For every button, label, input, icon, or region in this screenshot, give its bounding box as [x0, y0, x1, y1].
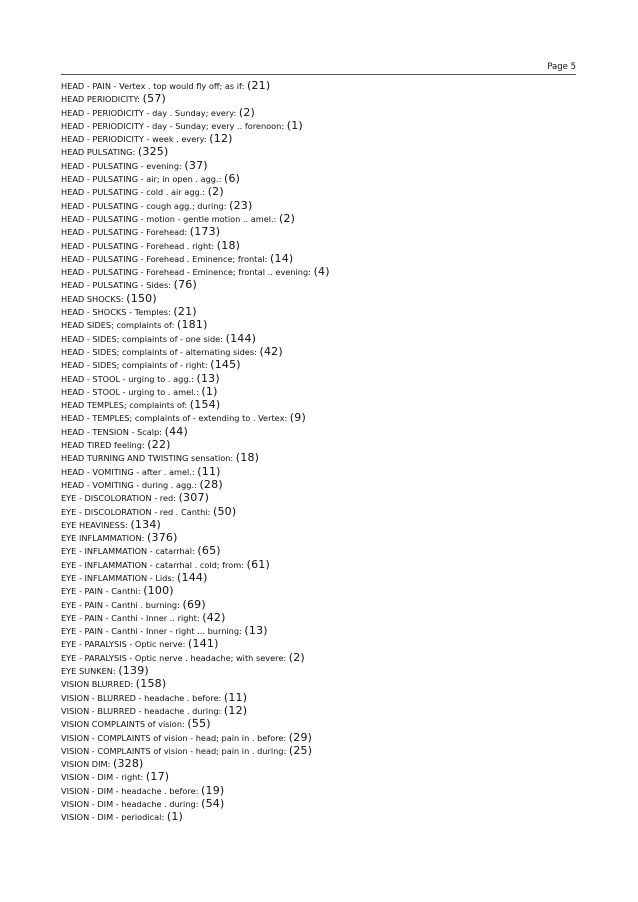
remedy-count: (181) [176, 318, 208, 332]
remedy-count: (42) [202, 610, 226, 624]
remedy-count: (22) [147, 438, 171, 452]
rubric-text: EYE - DISCOLORATION - red: [61, 493, 176, 504]
rubric-entry [61, 185, 591, 198]
remedy-count: (17) [145, 770, 170, 784]
rubric-text: HEAD - SIDES; complaints of - right: [61, 360, 208, 371]
remedy-count: (4) [313, 265, 330, 279]
remedy-count: (29) [288, 730, 313, 744]
rubric-entry [61, 797, 591, 810]
rubric-entry [61, 505, 591, 518]
rubric-text: VISION - BLURRED - headache . during: [61, 705, 222, 716]
rubric-entry [61, 624, 591, 637]
rubric-text: VISION - DIM - headache . before: [61, 785, 199, 796]
rubric-text: HEAD - PULSATING - Forehead . right: [61, 240, 215, 251]
rubric-text: EYE HEAVINESS: [61, 519, 128, 530]
remedy-count: (37) [184, 158, 208, 172]
remedy-count: (1) [201, 384, 218, 398]
rubric-text: VISION - COMPLAINTS of vision - head; pain in . before: [61, 732, 287, 743]
rubric-entry [61, 332, 591, 345]
rubric-entry [61, 372, 591, 385]
remedy-count: (173) [189, 225, 221, 239]
rubric-entry [61, 159, 591, 172]
rubric-entry [61, 664, 591, 677]
rubric-entry [61, 239, 591, 252]
rubric-text: HEAD - TENSION - Scalp: [61, 426, 162, 437]
remedy-count: (139) [118, 664, 149, 678]
rubric-entry [61, 318, 591, 331]
rubric-entry [61, 677, 591, 690]
remedy-count: (50) [212, 504, 237, 518]
remedy-count: (325) [137, 145, 169, 159]
page-header [61, 62, 576, 75]
rubric-entry [61, 651, 591, 664]
remedy-count: (12) [209, 132, 233, 146]
rubric-entry [61, 704, 591, 717]
remedy-count: (144) [225, 331, 257, 345]
rubric-text: HEAD - PULSATING - cough agg.; during: [61, 200, 227, 211]
rubric-entry [61, 132, 591, 145]
rubric-list [61, 79, 591, 824]
rubric-text: HEAD - PULSATING - Forehead - Eminence; frontal .. evening: [61, 267, 311, 278]
remedy-count: (42) [259, 344, 283, 358]
remedy-count: (6) [223, 172, 241, 186]
rubric-entry [61, 358, 591, 371]
rubric-entry [61, 810, 591, 823]
remedy-count: (21) [246, 79, 271, 92]
remedy-count: (376) [147, 531, 178, 545]
remedy-count: (307) [178, 491, 210, 505]
rubric-text: VISION - DIM - right: [61, 772, 144, 783]
rubric-text: VISION - BLURRED - headache . before: [61, 692, 222, 703]
rubric-entry [61, 744, 591, 757]
rubric-text: HEAD SIDES; complaints of: [61, 320, 175, 331]
remedy-count: (11) [197, 464, 221, 478]
remedy-count: (134) [130, 517, 162, 531]
rubric-entry [61, 770, 591, 783]
rubric-entry [61, 398, 591, 411]
rubric-text: VISION - COMPLAINTS of vision - head; pain in . during: [61, 745, 287, 756]
rubric-text: VISION - DIM - periodical: [61, 812, 165, 823]
remedy-count: (18) [235, 451, 260, 465]
remedy-count: (18) [216, 238, 241, 252]
rubric-text: EYE INFLAMMATION: [61, 533, 145, 544]
rubric-text: HEAD SHOCKS: [61, 293, 124, 304]
rubric-text: HEAD - PULSATING - motion - gentle motion .. amel.: [61, 213, 277, 224]
remedy-count: (54) [201, 797, 225, 811]
remedy-count: (12) [223, 703, 248, 717]
remedy-count: (2) [207, 185, 224, 199]
remedy-count: (158) [135, 677, 167, 691]
rubric-entry [61, 145, 591, 158]
rubric-entry [61, 691, 591, 704]
remedy-count: (1) [286, 118, 303, 132]
rubric-entry [61, 119, 591, 132]
remedy-count: (57) [142, 92, 167, 106]
rubric-text: EYE - PARALYSIS - Optic nerve . headache; with severe: [61, 652, 287, 663]
rubric-entry [61, 265, 591, 278]
rubric-text: HEAD - TEMPLES; complaints of - extending to . Vertex: [61, 413, 288, 424]
remedy-count: (141) [188, 637, 219, 651]
rubric-text: HEAD - PULSATING - Sides: [61, 280, 171, 291]
rubric-text: HEAD PULSATING: [61, 147, 136, 158]
rubric-text: EYE - PARALYSIS - Optic nerve: [61, 639, 186, 650]
rubric-entry [61, 544, 591, 557]
rubric-entry [61, 784, 591, 797]
rubric-text: HEAD TIRED feeling: [61, 440, 145, 451]
remedy-count: (21) [173, 305, 197, 319]
remedy-count: (145) [210, 358, 241, 372]
remedy-count: (28) [199, 477, 223, 491]
rubric-entry [61, 571, 591, 584]
remedy-count: (69) [182, 597, 206, 611]
rubric-entry [61, 491, 591, 504]
rubric-text: EYE - PAIN - Canthi: [61, 586, 141, 597]
remedy-count: (144) [177, 570, 208, 584]
rubric-text: EYE - PAIN - Canthi - Inner - right ... burning: [61, 626, 242, 637]
rubric-text: EYE - PAIN - Canthi . burning: [61, 599, 180, 610]
rubric-text: EYE - INFLAMMATION - catarrhal . cold; from: [61, 559, 244, 570]
remedy-count: (25) [288, 743, 313, 757]
rubric-entry [61, 731, 591, 744]
rubric-text: HEAD - SIDES; complaints of - alternating sides: [61, 346, 257, 357]
rubric-entry [61, 611, 591, 624]
remedy-count: (13) [244, 624, 268, 638]
rubric-entry [61, 598, 591, 611]
rubric-text: VISION BLURRED: [61, 679, 134, 690]
rubric-text: HEAD TEMPLES; complaints of: [61, 400, 188, 411]
rubric-entry [61, 225, 591, 238]
remedy-count: (9) [289, 411, 306, 425]
rubric-entry [61, 92, 591, 105]
rubric-text: EYE - INFLAMMATION - catarrhal: [61, 546, 195, 557]
rubric-text: HEAD TURNING AND TWISTING sensation: [61, 453, 234, 464]
rubric-text: VISION DIM: [61, 759, 111, 770]
rubric-text: VISION - DIM - headache . during: [61, 799, 199, 810]
rubric-text: EYE - INFLAMMATION - Lids: [61, 572, 175, 583]
rubric-text: VISION COMPLAINTS of vision: [61, 719, 185, 730]
rubric-entry [61, 531, 591, 544]
remedy-count: (150) [126, 291, 157, 305]
rubric-entry [61, 106, 591, 119]
rubric-text: HEAD - PERIODICITY - week . every: [61, 134, 207, 145]
rubric-text: HEAD - PULSATING - air; in open . agg.: [61, 174, 222, 185]
remedy-count: (1) [166, 810, 184, 824]
rubric-entry [61, 637, 591, 650]
remedy-count: (65) [197, 544, 221, 558]
rubric-text: HEAD - PULSATING - cold . air agg.: [61, 187, 206, 198]
rubric-text: HEAD - PAIN - Vertex . top would fly off; as if: [61, 81, 245, 91]
remedy-count: (14) [270, 251, 294, 265]
rubric-entry [61, 172, 591, 185]
rubric-text: EYE SUNKEN: [61, 666, 116, 677]
rubric-text: HEAD - STOOL - urging to . amel.: [61, 386, 199, 397]
remedy-count: (154) [189, 398, 221, 412]
rubric-text: EYE - DISCOLORATION - red . Canthi: [61, 506, 211, 517]
rubric-text: HEAD - SHOCKS - Temples: [61, 307, 171, 318]
rubric-entry [61, 518, 591, 531]
remedy-count: (2) [238, 105, 256, 119]
rubric-entry [61, 385, 591, 398]
rubric-entry [61, 558, 591, 571]
rubric-entry [61, 757, 591, 770]
remedy-count: (19) [201, 783, 225, 797]
rubric-entry [61, 584, 591, 597]
rubric-text: EYE - PAIN - Canthi - Inner .. right: [61, 612, 200, 623]
rubric-text: HEAD - PERIODICITY - day - Sunday; every .. forenoon: [61, 120, 285, 131]
rubric-text: HEAD - PERIODICITY - day . Sunday; every: [61, 107, 237, 118]
rubric-entry [61, 252, 591, 265]
rubric-text: HEAD - PULSATING - Forehead . Eminence; frontal: [61, 253, 268, 264]
rubric-text: HEAD - STOOL - urging to . agg.: [61, 373, 194, 384]
remedy-count: (23) [229, 198, 253, 212]
rubric-entry [61, 451, 591, 464]
rubric-entry [61, 305, 591, 318]
rubric-text: HEAD - PULSATING - Forehead: [61, 227, 188, 238]
rubric-entry [61, 411, 591, 424]
rubric-entry [61, 79, 591, 92]
remedy-count: (55) [187, 717, 211, 731]
remedy-count: (2) [288, 650, 305, 664]
rubric-text: HEAD - SIDES; complaints of - one side: [61, 333, 223, 344]
rubric-entry [61, 425, 591, 438]
remedy-count: (44) [164, 424, 188, 438]
rubric-text: HEAD - PULSATING - evening: [61, 160, 182, 171]
remedy-count: (76) [173, 278, 197, 292]
remedy-count: (61) [246, 557, 270, 571]
rubric-text: HEAD - VOMITING - during . agg.: [61, 479, 197, 490]
rubric-entry [61, 345, 591, 358]
rubric-entry [61, 717, 591, 730]
remedy-count: (328) [112, 757, 144, 771]
remedy-count: (100) [143, 584, 174, 598]
rubric-entry [61, 199, 591, 212]
rubric-text: HEAD - VOMITING - after . amel.: [61, 466, 195, 477]
rubric-text: HEAD PERIODICITY: [61, 94, 141, 105]
rubric-entry [61, 465, 591, 478]
rubric-entry [61, 478, 591, 491]
remedy-count: (11) [223, 690, 248, 704]
rubric-entry [61, 212, 591, 225]
rubric-entry [61, 292, 591, 305]
remedy-count: (13) [196, 371, 220, 385]
rubric-entry [61, 278, 591, 291]
remedy-count: (2) [278, 211, 296, 225]
page-number: Page 5 [547, 62, 576, 72]
rubric-entry [61, 438, 591, 451]
